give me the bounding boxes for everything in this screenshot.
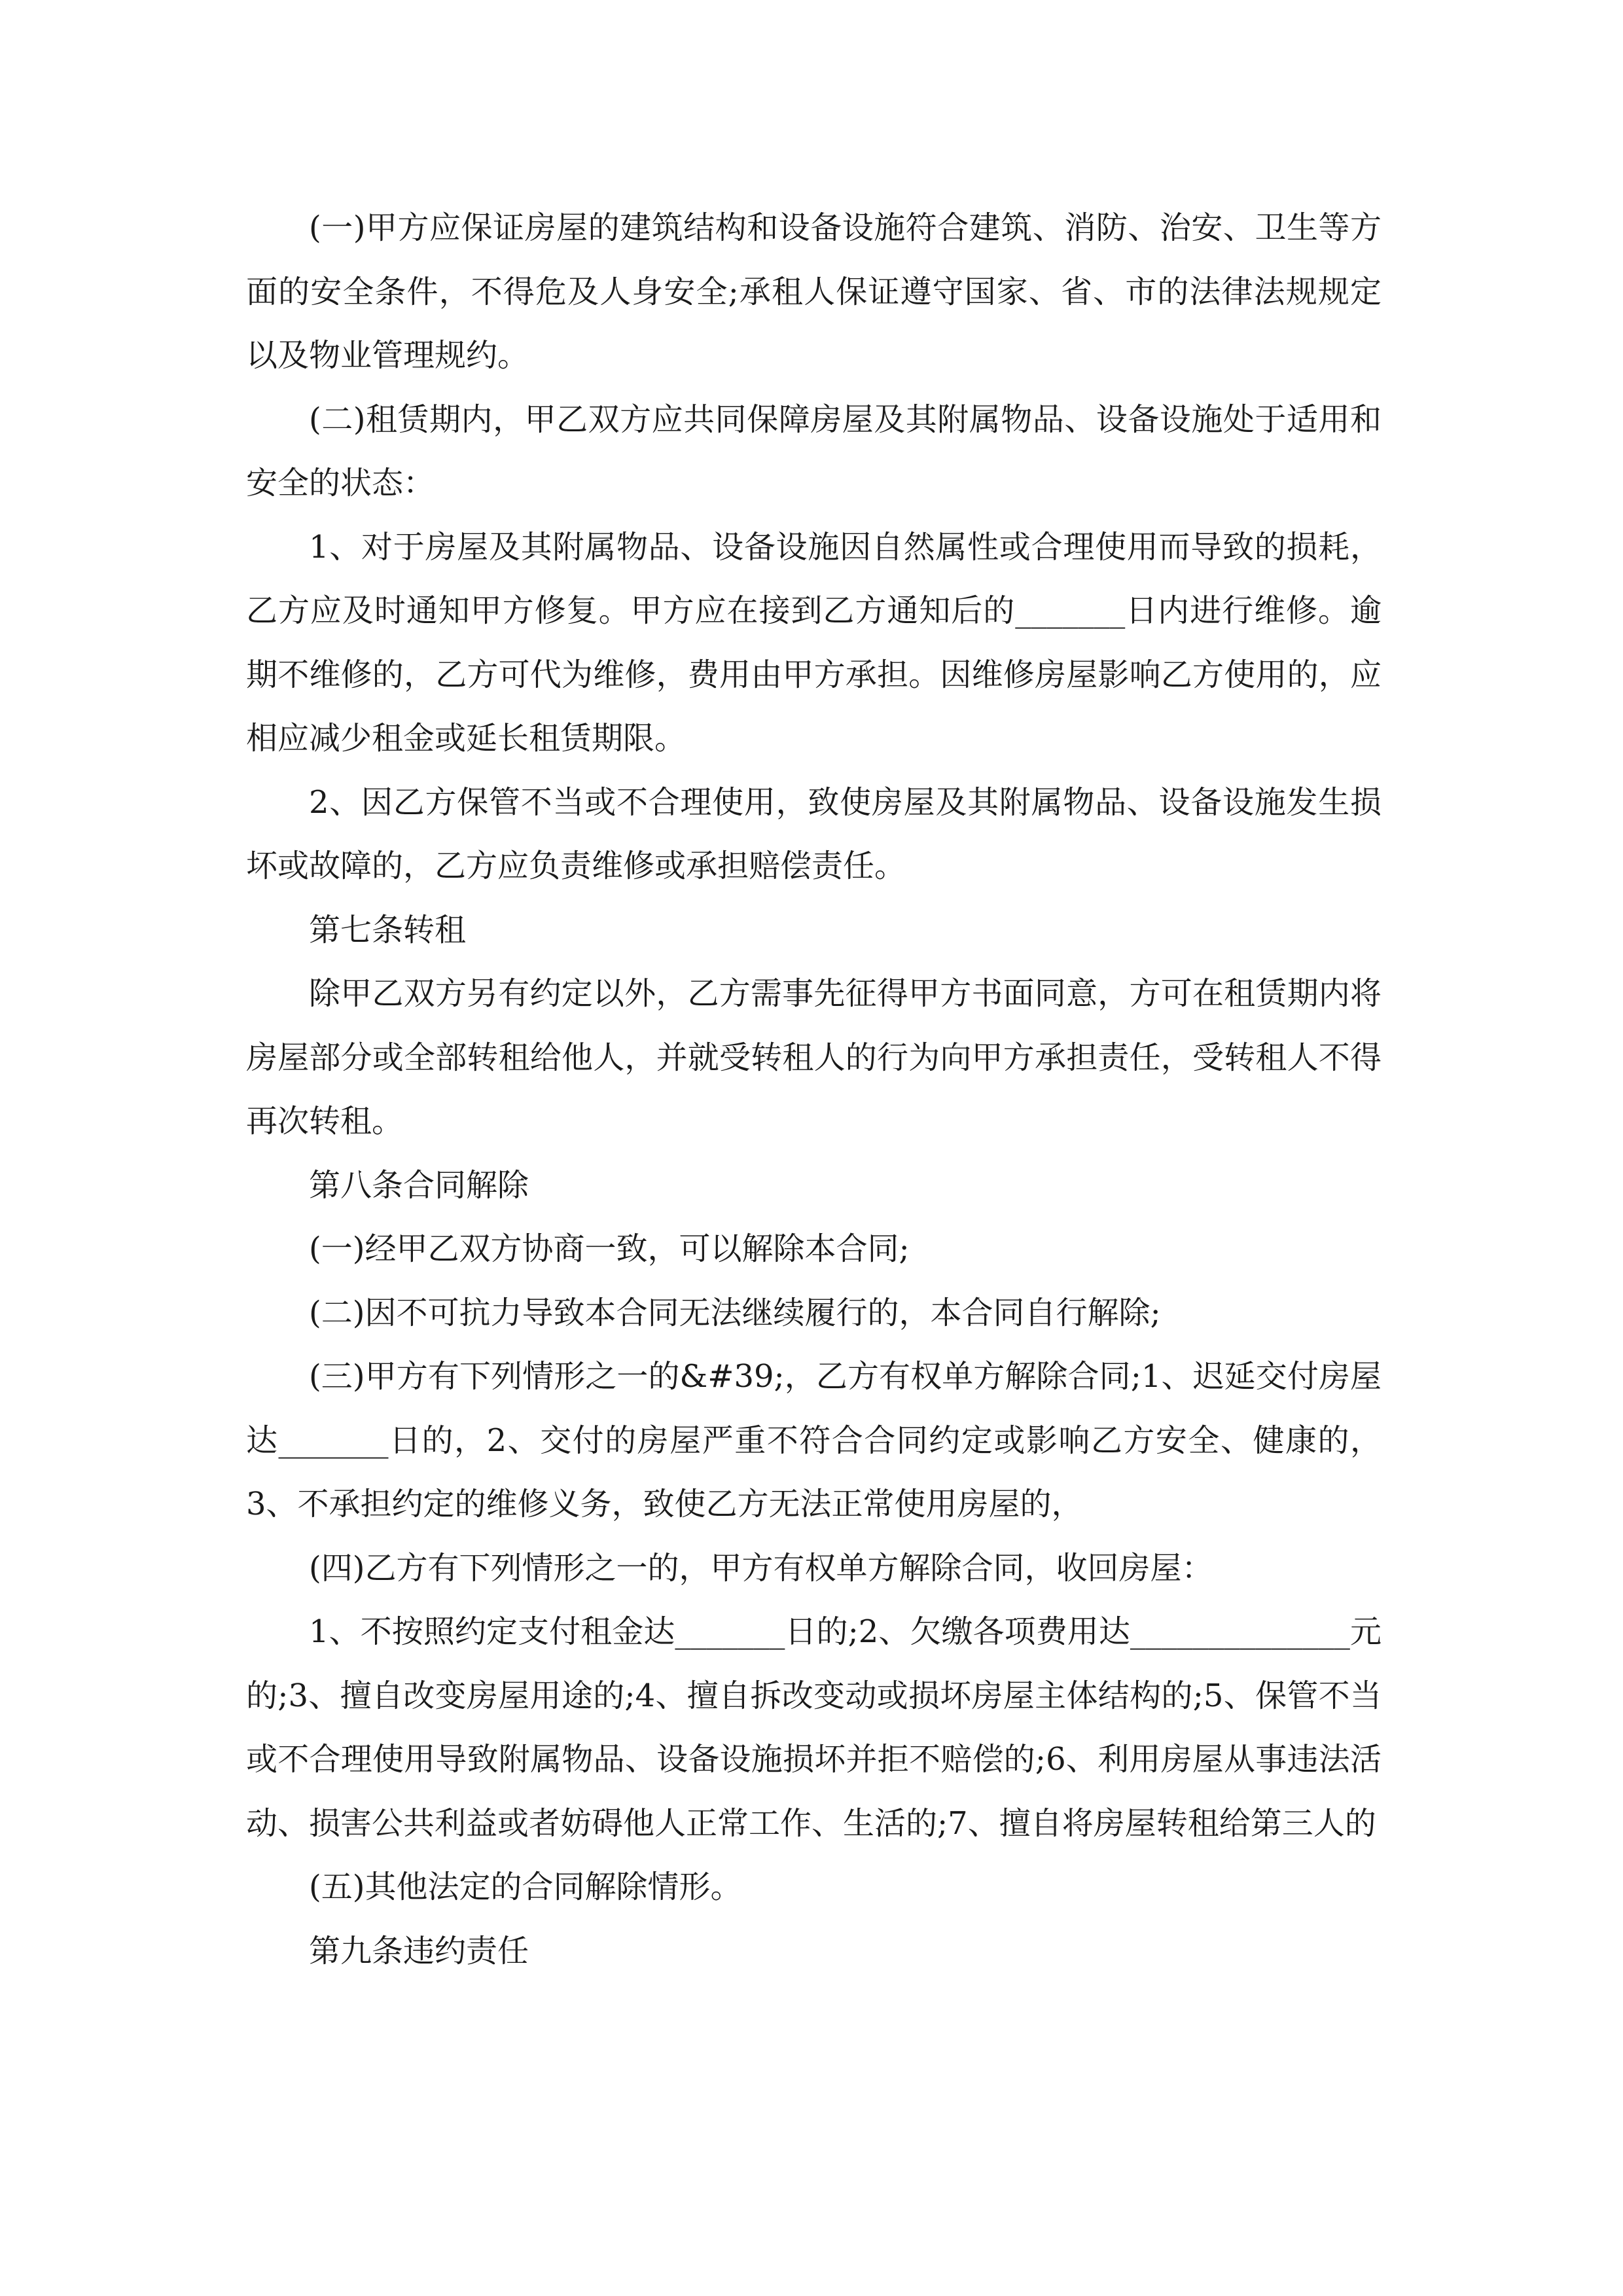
paragraph-clause-6-1: (一)甲方应保证房屋的建筑结构和设备设施符合建筑、消防、治安、卫生等方面的安全条件，不得危及人身安全;承租人保证遵守国家、省、市的法律法规规定以及物业管理规约。 [246,209,1382,374]
paragraph-clause-8-1: (一)经甲乙双方协商一致，可以解除本合同; [309,1230,910,1267]
paragraph-clause-8-4: (四)乙方有下列情形之一的，甲方有权单方解除合同，收回房屋： [309,1549,1213,1587]
document-body [246,196,1382,1983]
section-heading-article-9: 第九条违约责任 [309,1932,529,1969]
section-heading-article-7: 第七条转租 [309,911,467,948]
paragraph-clause-6-2-item-2: 2、因乙方保管不当或不合理使用，致使房屋及其附属物品、设备设施发生损坏或故障的，乙方应负责维修或承担赔偿责任。 [246,783,1382,884]
section-heading-article-8: 第八条合同解除 [309,1166,529,1204]
paragraph-clause-8-4-items: 1、不按照约定支付租金达_______日的;2、欠缴各项费用达______________元的;3、擅自改变房屋用途的;4、擅自拆改变动或损坏房屋主体结构的;5、保管不当或不合理使用导致附属物品、设备设施损坏并拒不赔偿的;6、利用房屋从事违法活动、损害公共利益或者妨碍他人正常工作、生活的;7、擅自将房屋转租给第三人的 [246,1613,1382,1842]
paragraph-clause-8-5: (五)其他法定的合同解除情形。 [309,1869,742,1905]
paragraph-clause-8-2: (二)因不可抗力导致本合同无法继续履行的，本合同自行解除; [309,1294,1161,1331]
paragraph-article-7: 除甲乙双方另有约定以外，乙方需事先征得甲方书面同意，方可在租赁期内将房屋部分或全部转租给他人，并就受转租人的行为向甲方承担责任，受转租人不得再次转租。 [246,975,1382,1139]
paragraph-clause-6-2-item-1: 1、对于房屋及其附属物品、设备设施因自然属性或合理使用而导致的损耗，乙方应及时通知甲方修复。甲方应在接到乙方通知后的_______日内进行维修。逾期不维修的，乙方可代为维修，费用由甲方承担。因维修房屋影响乙方使用的，应相应减少租金或延长租赁期限。 [246,528,1382,757]
paragraph-clause-6-2: (二)租赁期内，甲乙双方应共同保障房屋及其附属物品、设备设施处于适用和安全的状态： [246,401,1382,501]
paragraph-clause-8-3: (三)甲方有下列情形之一的&#39;，乙方有权单方解除合同;1、迟延交付房屋达_______日的，2、交付的房屋严重不符合合同约定或影响乙方安全、健康的，3、不承担约定的维修义务，致使乙方无法正常使用房屋的， [246,1358,1382,1522]
